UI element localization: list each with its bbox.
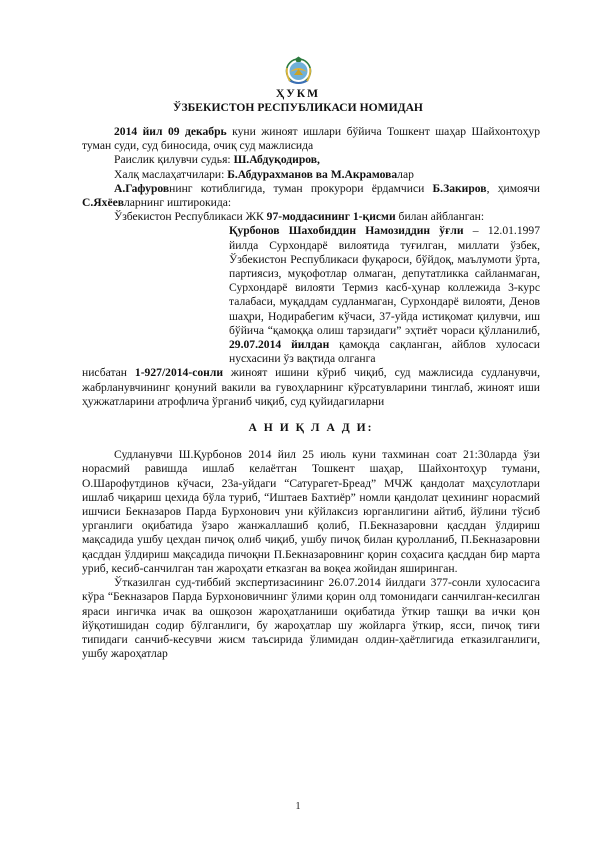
assessors-label: Халқ маслаҳатчилари: [114, 167, 228, 181]
prosecutor-name: Б.Закиров [432, 181, 487, 195]
section-title: А Н И Қ Л А Д И: [248, 421, 374, 435]
participants-text-1: нинг котиблигида, туман прокурори ёрдамчиси [169, 181, 433, 195]
defendant-info [229, 224, 540, 366]
intro-paragraph-participants [82, 182, 540, 210]
defendant-details: – 12.01.1997 йилда Сурхондарё вилоятида туғилган, миллати ўзбек, Ўзбекистон Республикаси фуқароси, бўйдоқ, маълумоти ўрта, партиясиз, муқофотлар олмаган, депутатликка сайланмаган, Сурхондарё вилояти Термиз касб-ҳунар коллежида 3-курс талабаси, муқаддам судланмаган, Сурхондарё вилояти, Денов шаҳри, Нодирабегим кўчаси, 37-уйда истиқомат қилувчи, иш бўйича “қамоққа олиш тарзидаги” эҳтиёт чораси қўлланилиб, [229, 224, 540, 337]
verdict-date: 2014 йил 09 декабрь [114, 125, 227, 138]
judge-label: Раислик қилувчи судья: [114, 153, 234, 167]
charge-article: 97-моддасининг 1-қисми [266, 210, 396, 224]
facts-paragraph-2: Ўтказилган суд-тиббий экспертизасининг 26.07.2014 йилдаги 377-сонли хулосасига кўра “Бекназаров Парда Бурхоновичнинг ўлими қорин олд томонидаги санчилган-кесилган яраси ингичка ичак ва ошқозон жароҳатланиши оқибатида ўткир ташқи ва ички қон йўқотишидан содир бўлганлиги, бу жароҳатлар шу жойларга ўткир, ясси, пичоқ тиғи типидаги санчиб-кесувчи жисм таъсирида ўлимидан олдин-ҳаётлигида етказилганлиги, ушбу жароҳатлар [82, 576, 540, 661]
regarding-start: нисбатан [82, 366, 135, 380]
intro-paragraph-judge [82, 153, 540, 167]
judge-name: Ш.Абдуқодиров, [233, 153, 320, 167]
detention-date: 29.07.2014 йилдан [229, 338, 330, 352]
defendant-details-end: қамоқда сақланган, айблов хулосаси нусхасини ўз вақтида олганга [229, 338, 540, 366]
regarding-text: жиноят ишини кўриб чиқиб, суд мажлисида судланувчи, жабрланувчининг қонуний вакили ва гувоҳларнинг кўрсатувларини тинглаб, жиноят иши ҳужжатларини атрофлича ўрганиб чиқиб, суд қуйидагиларни [82, 366, 540, 408]
document-body [82, 125, 540, 661]
court-description: куни жиноят ишлари бўйича Тошкент шаҳар Шайхонтоҳур туман суди, суд биносида, очиқ суд мажлисида [82, 125, 541, 153]
document-title: ҲУКМ [275, 87, 321, 100]
state-emblem-icon [285, 56, 312, 85]
secretary-name: А.Гафуров [114, 181, 170, 195]
intro-paragraph-charge [82, 210, 540, 224]
defender-name: С.Яхёев [82, 196, 124, 210]
charge-text-1: Ўзбекистон Республикаси ЖК [114, 210, 267, 224]
facts-paragraph-1: Судланувчи Ш.Қурбонов 2014 йил 25 июль куни тахминан соат 21:30ларда ўзи норасмий равишда ишлаб келаётган Тошкент шаҳар, Шайхонтоҳур тумани, О.Шарофутдинов кўчаси, 23а-уйдаги “Сатурагет-Бреад” МЧЖ қандолат маҳсулотлари ишлаб чиқариш цехида бўла туриб, “Иштаев Бахтиёр” номли қандолат цехининг норасмий ишчиси Бекназаров Парда Бурхонович уни кўйлаксиз юрганлигини айтиб, йўлини тўсиб урганлиги оқибатида ўзаро жанжаллашиб қолиб, П.Бекназаровни қасддан ўлдириш мақсадида ушбу цехдан пичоқ олиб чиқиб, ушбу пичоқ билан қуролланиб, П.Бекназаровни қасддан ўлдириш мақсадида пичоқни П.Бекназаровнинг қорин соҳасига қасддан бир марта уриб, кесиб-санчилган тан жароҳати етказган ва воқеа жойидан яширинган. [82, 448, 540, 575]
regarding-paragraph [82, 366, 540, 409]
assessors-suffix: лар [397, 167, 414, 181]
page-number: 1 [295, 801, 301, 812]
participants-text-3: ларнинг иштирокида: [124, 196, 232, 210]
case-number: 1-927/2014-сонли [134, 366, 224, 380]
intro-paragraph-assessors [82, 168, 540, 182]
intro-paragraph-court [82, 125, 540, 153]
charge-text-2: билан айбланган: [395, 210, 485, 224]
document-subtitle: ЎЗБЕКИСТОН РЕСПУБЛИКАСИ НОМИДАН [173, 101, 423, 114]
participants-text-2: , ҳимоячи [486, 181, 540, 195]
assessors-names: Б.Абдурахманов ва М.Акрамова [227, 167, 398, 181]
defendant-name: Қурбонов Шахобиддин Намозиддин ўғли [229, 224, 464, 238]
